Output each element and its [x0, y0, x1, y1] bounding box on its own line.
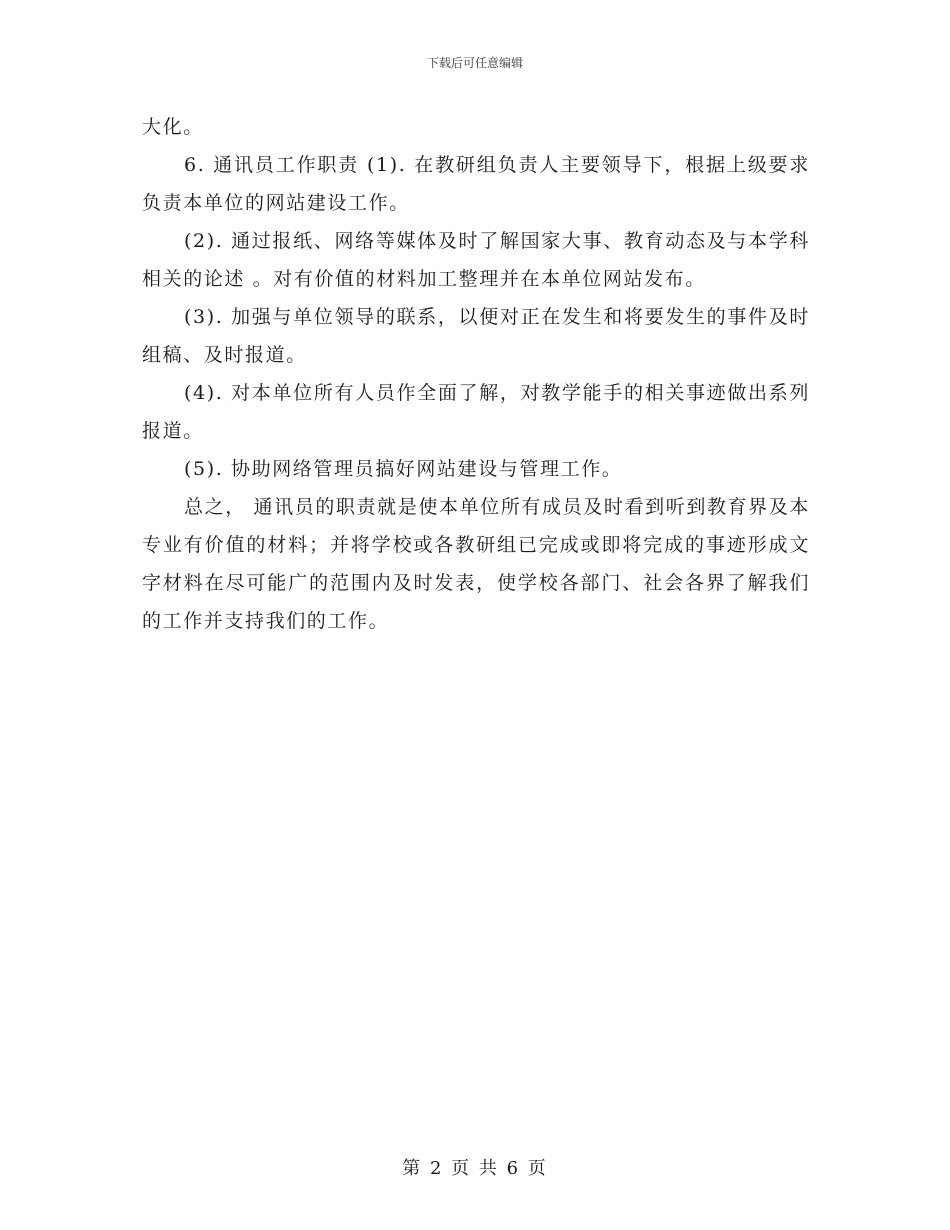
paragraph-duties-2: (2). 通过报纸、网络等媒体及时了解国家大事、教育动态及与本学科相关的论述 。对有价值的材料加工整理并在本单位网站发布。	[142, 230, 810, 290]
paragraph-duties-4: (4). 对本单位所有人员作全面了解，对教学能手的相关事迹做出系列报道。	[142, 382, 810, 442]
paragraph-continuation: 大化。	[142, 116, 204, 138]
paragraph-duties-1: 6. 通讯员工作职责 (1). 在教研组负责人主要领导下，根据上级要求负责本单位的网站建设工作。	[142, 154, 810, 214]
paragraph-duties-5: (5). 协助网络管理员搞好网站建设与管理工作。	[184, 458, 623, 480]
page-header: 下载后可任意编辑	[426, 56, 523, 70]
paragraph-duties-3: (3). 加强与单位领导的联系，以便对正在发生和将要发生的事件及时组稿、及时报道。	[142, 306, 810, 366]
paragraph-summary: 总之， 通讯员的职责就是使本单位所有成员及时看到听到教育界及本专业有价值的材料；并将学校或各教研组已完成或即将完成的事迹形成文字材料在尽可能广的范围内及时发表，使学校各部门、社会各界了解我们的工作并支持我们的工作。	[142, 496, 810, 632]
document-body	[142, 108, 810, 640]
page-number-footer: 第 2 页 共 6 页	[402, 1158, 548, 1179]
